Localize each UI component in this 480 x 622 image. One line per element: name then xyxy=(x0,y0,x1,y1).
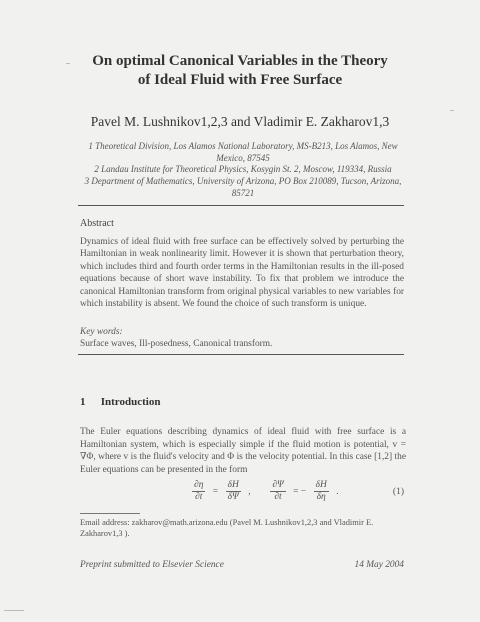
equation-1 xyxy=(80,478,406,508)
footnote-email: Email address: zakharov@math.arizona.edu (Pavel M. Lushnikov1,2,3 and Vladimir E. Zakharov1,3 ). xyxy=(80,518,374,538)
author-list: Pavel M. Lushnikov1,2,3 and Vladimir E. Zakharov1,3 xyxy=(90,114,390,129)
abstract-bottom-rule xyxy=(78,354,404,355)
preprint-date: 14 May 2004 xyxy=(354,560,404,570)
keywords-heading: Key words: xyxy=(80,327,123,337)
affiliation-3: 3 Department of Mathematics, University of Arizona, PO Box 210089, Tucson, Arizona, 85721 xyxy=(84,176,402,198)
scan-speck xyxy=(450,110,454,111)
section-heading xyxy=(80,396,160,408)
equation-body: $\frac{\partial\eta}{\partial t}$ = $\frac{\delta H}{\delta\Psi}$ , $\frac{\partial\Psi}{\partial t}$ = − $\frac{\delta H}{\delta\eta}$ . xyxy=(194,480,339,502)
affiliation-2: 2 Landau Institute for Theoretical Physics, Kosygin St. 2, Moscow, 119334, Russia xyxy=(94,164,392,174)
title-line-2: of Ideal Fluid with Free Surface xyxy=(137,72,343,88)
scan-speck xyxy=(4,610,24,611)
section-title: Introduction xyxy=(100,396,161,408)
abstract-text: Dynamics of ideal fluid with free surface can be effectively solved by perturbing the Hamiltonian in weak nonlinearity limit. However it is shown that perturbation theory, which includes third and fourth order terms in the Hamiltonian results in the ill-posed equations because of short wave instability. To fix that problem we introduce the canonical Hamiltonian transform from original physical variables to new variables for which instability is absent. We found the choice of such transform is unique. xyxy=(80,237,404,310)
abstract-top-rule xyxy=(78,205,404,206)
paper-title xyxy=(40,52,440,90)
preprint-notice: Preprint submitted to Elsevier Science xyxy=(80,560,224,570)
scan-speck xyxy=(66,63,70,64)
affiliation-1: 1 Theoretical Division, Los Alamos National Laboratory, MS-B213, Los Alamos, New Mexico, 87545 xyxy=(88,141,398,163)
abstract-heading: Abstract xyxy=(80,218,114,229)
footnote-rule xyxy=(80,513,140,514)
intro-paragraph: The Euler equations describing dynamics of ideal fluid with free surface is a Hamiltonian system, which is especially simple if the fluid motion is potential, v = ∇Φ, where v is the fluid's velocity and Φ is the velocity potential. In this case [1,2] the Euler equations can be presented in the form xyxy=(80,427,406,475)
equation-number: (1) xyxy=(392,487,404,497)
section-number: 1 xyxy=(80,396,86,408)
title-line-1: On optimal Canonical Variables in the Theory xyxy=(92,53,388,69)
keywords-text: Surface waves, Ill-posedness, Canonical transform. xyxy=(80,339,273,349)
